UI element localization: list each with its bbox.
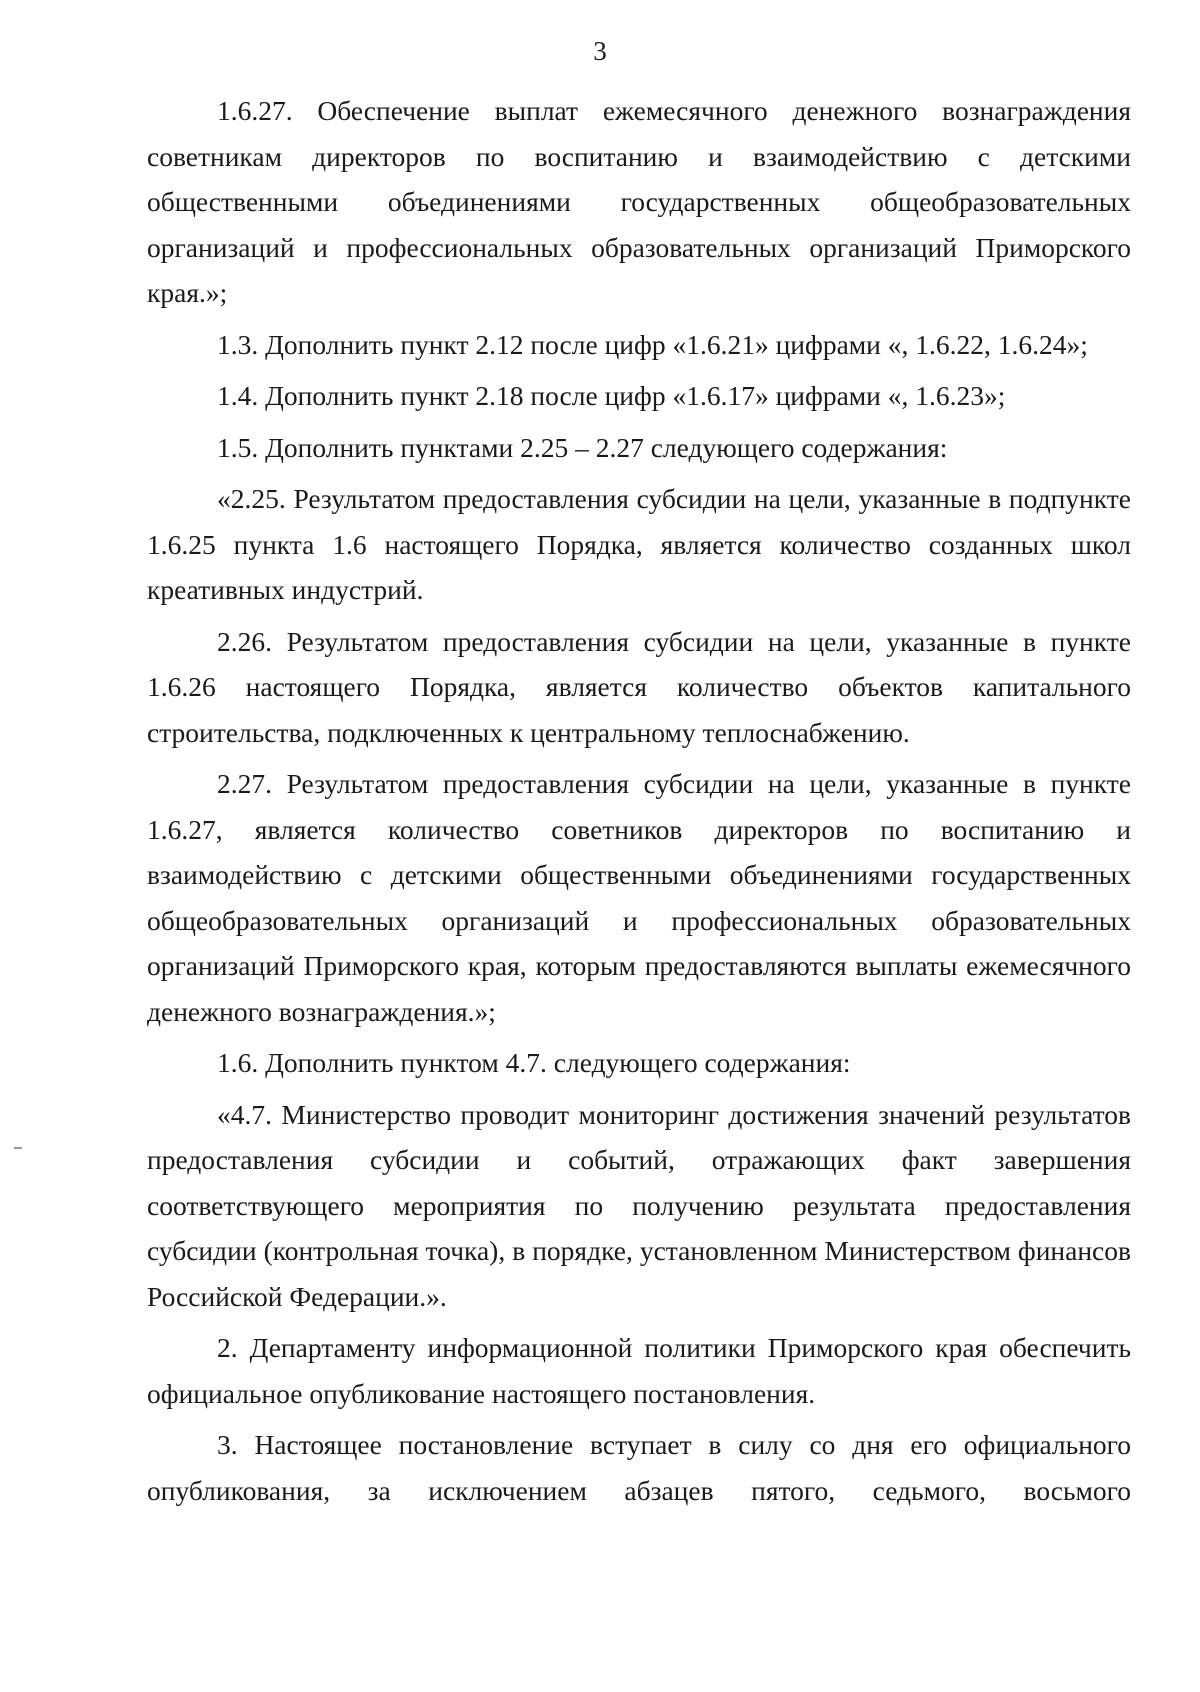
scan-mark (14, 1147, 22, 1149)
paragraph-2-27: 2.27. Результатом предоставления субсидии на цели, указанные в пункте 1.6.27, является количество советников директоров по воспитанию и взаимодействию с детскими общественными объединениями государственных общеобразовательных организаций и профессиональных образовательных организаций Приморского края, которым предоставляются выплаты ежемесячного денежного вознаграждения.»; (147, 768, 1131, 1027)
paragraph-1-6: 1.6. Дополнить пунктом 4.7. следующего содержания: (217, 1047, 851, 1078)
paragraph-1-6-27: 1.6.27. Обеспечение выплат ежемесячного денежного вознаграждения советникам директоров по воспитанию и взаимодействию с детскими общественными объединениями государственных общеобразовательных организаций и профессиональных образовательных организаций Приморского края.»; (147, 95, 1131, 308)
paragraph-1-3: 1.3. Дополнить пункт 2.12 после цифр «1.6.21» цифрами «, 1.6.22, 1.6.24»; (217, 328, 1088, 360)
page-number: 3 (593, 36, 607, 66)
paragraph-1-5: 1.5. Дополнить пунктами 2.25 – 2.27 следующего содержания: (217, 431, 948, 463)
paragraph-4-7: «4.7. Министерство проводит мониторинг достижения значений результатов предоставления субсидии и событий, отражающих факт завершения соответствующего мероприятия по получению результата предоставления субсидии (контрольная точка), в порядке, установленном Министерством финансов Российской Федерации.». (147, 1098, 1131, 1312)
paragraph-3: 3. Настоящее постановление вступает в силу со дня его официального опубликования, за исключением абзацев пятого, седьмого, восьмого (147, 1429, 1131, 1506)
paragraph-2-26: 2.26. Результатом предоставления субсидии на цели, указанные в пункте 1.6.26 настоящего Порядка, является количество объектов капитального строительства, подключенных к центральному теплоснабжению. (147, 625, 1131, 748)
document-body (147, 88, 1131, 1519)
paragraph-1-4: 1.4. Дополнить пункт 2.18 после цифр «1.6.17» цифрами «, 1.6.23»; (217, 380, 1006, 411)
paragraph-2: 2. Департаменту информационной политики Приморского края обеспечить официальное опубликование настоящего постановления. (147, 1332, 1131, 1409)
paragraph-2-25: «2.25. Результатом предоставления субсидии на цели, указанные в подпункте 1.6.25 пункта 1.6 настоящего Порядка, является количество созданных школ креативных индустрий. (147, 483, 1131, 605)
